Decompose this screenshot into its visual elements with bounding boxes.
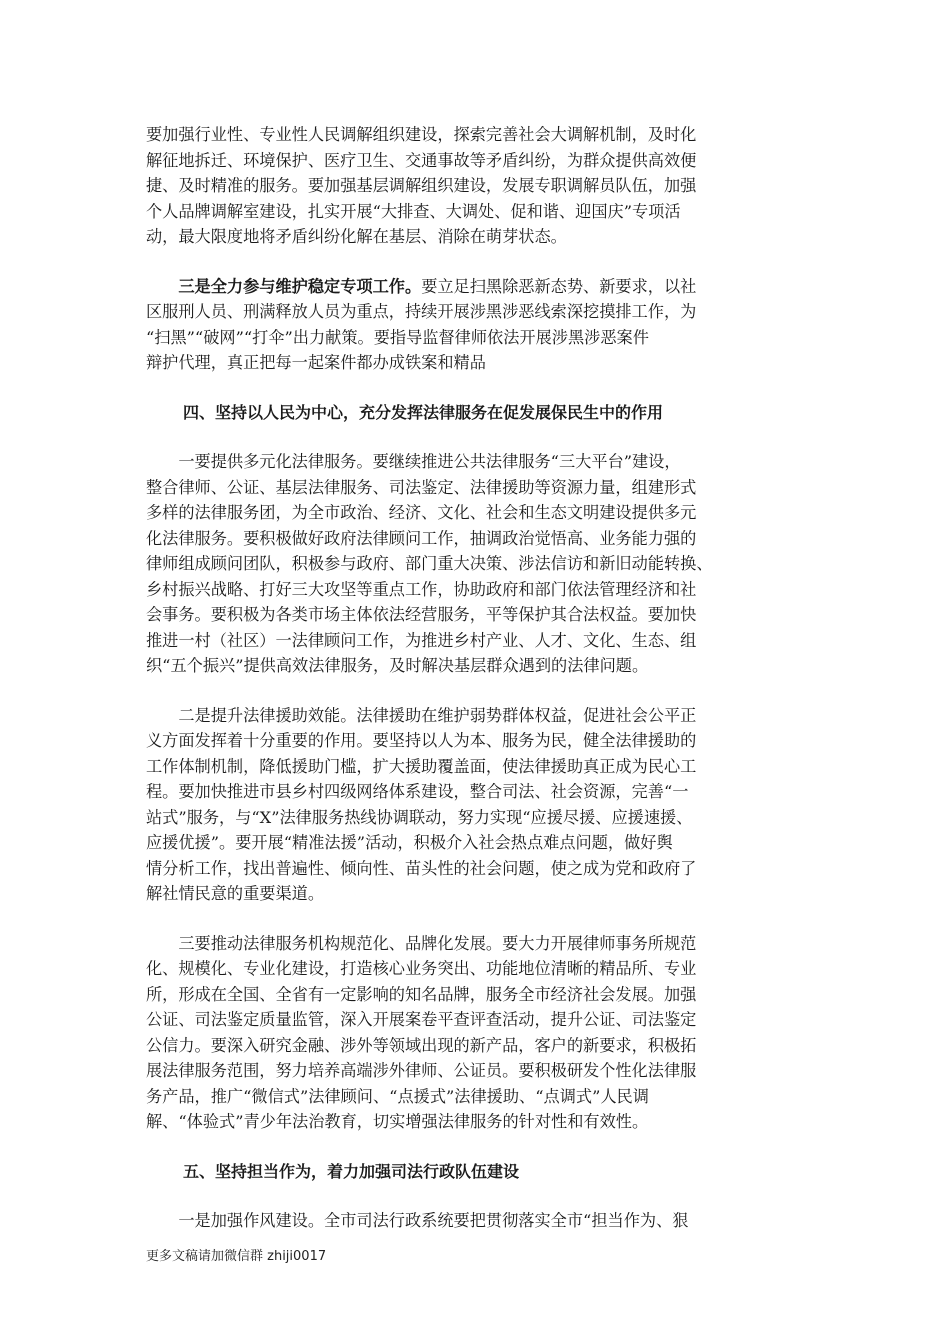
text-line: 解、“体验式”青少年法治教育，切实增强法律服务的针对性和有效性。 [146, 1112, 649, 1131]
text-line: 会事务。要积极为各类市场主体依法经营服务，平等保护其合法权益。要加快 [146, 605, 697, 624]
text-line: 化、规模化、专业化建设，打造核心业务突出、功能地位清晰的精品所、专业 [146, 959, 697, 978]
text-line: 所，形成在全国、全省有一定影响的知名品牌，服务全市经济社会发展。加强 [146, 984, 697, 1004]
text-line: 程。要加快推进市县乡村四级网络体系建设，整合司法、社会资源，完善“一 [146, 782, 689, 801]
text-line: 动，最大限度地将矛盾纠纷化解在基层、消除在萌芽状态。 [146, 227, 567, 246]
text-line: 整合律师、公证、基层法律服务、司法鉴定、法律援助等资源力量，组建形式 [146, 477, 697, 497]
text-line: 工作体制机制，降低援助门槛，扩大援助覆盖面，使法律援助真正成为民心工 [146, 756, 697, 776]
text-line: 化法律服务。要积极做好政府法律顾问工作，抽调政治觉悟高、业务能力强的 [146, 528, 697, 548]
text-line: 一要提供多元化法律服务。要继续推进公共法律服务“三大平台”建设， [146, 452, 681, 471]
section-heading-5: 五、坚持担当作为，着力加强司法行政队伍建设 [183, 1161, 520, 1181]
text-line: 解征地拆迁、环境保护、医疗卫生、交通事故等矛盾纠纷，为群众提供高效便 [146, 150, 697, 170]
text-span: 要立足扫黑除恶新态势、新要求，以社 [421, 276, 697, 296]
text-line: 展法律服务范围，努力培养高端涉外律师、公证员。要积极研发个性化法律服 [146, 1061, 697, 1080]
footer-note: 更多文稿请加微信群 zhiji0017 [146, 1249, 327, 1264]
paragraph-mediation [146, 122, 806, 250]
text-line: 应援优援”。要开展“精准法援”活动，积极介入社会热点难点问题，做好舆 [146, 833, 673, 852]
text-line: 乡村振兴战略、打好三大攻坚等重点工作，协助政府和部门依法管理经济和社 [146, 579, 697, 599]
paragraph-institution-standardization [146, 931, 806, 1135]
text-line: 三要推动法律服务机构规范化、品牌化发展。要大力开展律师事务所规范 [146, 933, 697, 953]
paragraph-work-style [146, 1208, 806, 1234]
text-line: 二是提升法律援助效能。法律援助在维护弱势群体权益，促进社会公平正 [146, 705, 697, 725]
paragraph-legal-aid [146, 703, 806, 907]
text-line: 公信力。要深入研究金融、涉外等领域出现的新产品，客户的新要求，积极拓 [146, 1035, 697, 1055]
text-line: 多样的法律服务团，为全市政治、经济、文化、社会和生态文明建设提供多元 [146, 503, 697, 522]
paragraph-lead: 三是全力参与维护稳定专项工作。 [178, 276, 422, 296]
text-line: 站式”服务，与“X”法律服务热线协调联动，努力实现“应援尽援、应援速援、 [146, 807, 693, 827]
text-line: 辩护代理，真正把每一起案件都办成铁案和精品 [146, 353, 486, 372]
section-heading-4: 四、坚持以人民为中心，充分发挥法律服务在促发展保民生中的作用 [183, 402, 664, 422]
text-line: 义方面发挥着十分重要的作用。要坚持以人为本、服务为民，健全法律援助的 [146, 731, 697, 750]
text-line: 一是加强作风建设。全市司法行政系统要把贯彻落实全市“担当作为、狠 [146, 1211, 689, 1230]
text-line: 推进一村（社区）一法律顾问工作，为推进乡村产业、人才、文化、生态、组 [146, 630, 697, 650]
paragraph-diversified-services [146, 449, 806, 679]
text-line: 捷、及时精准的服务。要加强基层调解组织建设，发展专职调解员队伍，加强 [146, 176, 697, 195]
text-line: 个人品牌调解室建设，扎实开展“大排查、大调处、促和谐、迎国庆”专项活 [146, 201, 681, 221]
paragraph-stability-work [146, 274, 806, 376]
text-line: 律师组成顾问团队，积极参与政府、部门重大决策、涉法信访和新旧动能转换、 [146, 554, 713, 573]
text-line: 织“五个振兴”提供高效法律服务，及时解决基层群众遇到的法律问题。 [146, 656, 649, 675]
text-line: 公证、司法鉴定质量监管，深入开展案卷平查评查活动，提升公证、司法鉴定 [146, 1010, 697, 1029]
text-line: 解社情民意的重要渠道。 [146, 884, 325, 903]
text-line [146, 274, 806, 300]
text-line: “扫黑”“破网”“打伞”出力献策。要指导监督律师依法开展涉黑涉恶案件 [146, 327, 649, 347]
text-line: 务产品，推广“微信式”法律顾问、“点援式”法律援助、“点调式”人民调 [146, 1086, 649, 1106]
text-line: 要加强行业性、专业性人民调解组织建设，探索完善社会大调解机制，及时化 [146, 125, 697, 144]
text-line: 区服刑人员、刑满释放人员为重点，持续开展涉黑涉恶线索深挖摸排工作，为 [146, 302, 697, 321]
text-line: 情分析工作，找出普遍性、倾向性、苗头性的社会问题，使之成为党和政府了 [146, 858, 697, 878]
document-body [146, 122, 806, 1234]
